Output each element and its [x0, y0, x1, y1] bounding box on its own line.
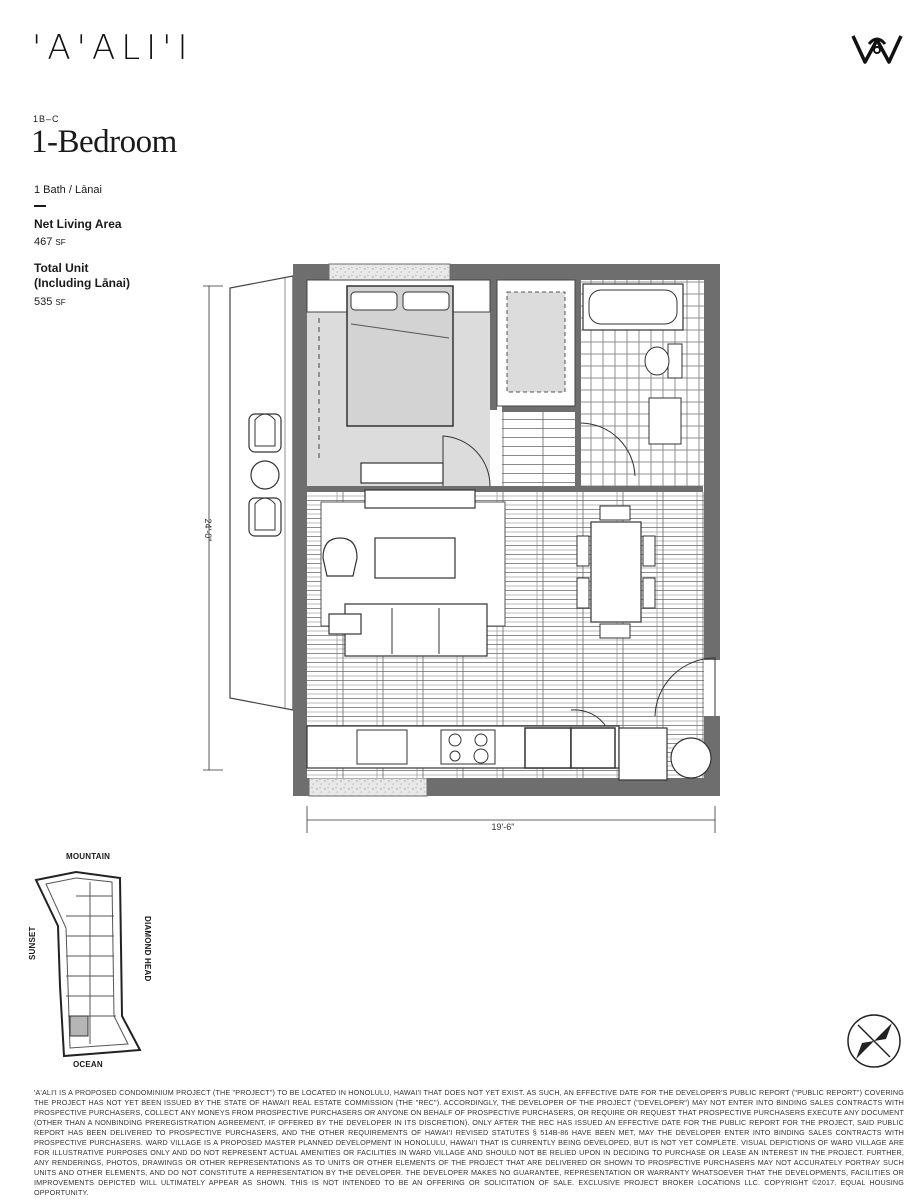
unit-bath-lanai: 1 Bath / Lānai [34, 184, 102, 196]
key-plan-label-ocean: OCEAN [73, 1060, 103, 1069]
laundry-stack [619, 728, 667, 780]
lanai-side-table [251, 461, 279, 489]
kitchen-sink [357, 730, 407, 764]
lanai-chair [249, 414, 281, 452]
total-unit-number: 535 [34, 296, 53, 308]
net-living-area-unit: SF [55, 238, 66, 247]
coffee-table [375, 538, 455, 578]
armchair [323, 538, 357, 576]
window-bottom [309, 778, 427, 796]
project-logo: 'A'ALI'I [32, 28, 194, 68]
floor-plan [195, 258, 735, 838]
lanai-chair [249, 498, 281, 536]
total-unit-label-line2: (Including Lānai) [34, 276, 130, 290]
media-console [365, 490, 475, 508]
key-plan-label-sunset: SUNSET [28, 926, 37, 960]
cooktop [441, 730, 495, 764]
key-plan-label-diamond-head: DIAMOND HEAD [143, 916, 152, 982]
total-unit-unit: SF [55, 298, 66, 307]
toilet [645, 344, 682, 378]
washer [671, 738, 711, 778]
key-plan [20, 850, 160, 1080]
total-unit-label-line1: Total Unit [34, 261, 89, 275]
fridge [525, 728, 571, 768]
bedroom [307, 280, 490, 486]
bedroom-dresser [361, 463, 443, 483]
dimension-vertical-label: 24'-0" [203, 518, 213, 542]
net-living-area-value [34, 236, 66, 248]
window-top [329, 264, 450, 280]
north-arrow-icon [846, 1013, 902, 1069]
total-unit-value [34, 296, 66, 308]
closet [497, 280, 575, 406]
dimension-horizontal-label: 19'-6" [491, 822, 515, 832]
bed [347, 286, 453, 426]
side-table [329, 614, 361, 634]
key-plan-highlight-unit [70, 1016, 88, 1036]
ward-village-w-icon [851, 30, 903, 68]
net-living-area-number: 467 [34, 236, 53, 248]
dimension-vertical [203, 286, 223, 770]
unit-title: 1-Bedroom [31, 124, 177, 160]
sofa [345, 604, 487, 656]
total-unit-label [34, 261, 130, 291]
bath-vanity [649, 398, 681, 444]
oven [571, 728, 615, 768]
dimension-horizontal [307, 806, 715, 833]
lanai [230, 276, 293, 710]
hall-floor [502, 412, 575, 486]
key-plan-building [32, 866, 152, 1058]
legal-disclaimer: 'A'ALI'I IS A PROPOSED CONDOMINIUM PROJECT (THE "PROJECT") TO BE LOCATED IN HONOLULU, HAWAI'I THAT DOES NOT YET EXIST. AS SUCH, AN EFFECTIVE DATE FOR THE DEVELOPER'S PUBLIC REPORT ("PUBLIC REPORT") COVERING THE PROJECT HAS NOT YET BEEN ISSUED BY THE STATE OF HAWAI'I REAL ESTATE COMMISSION (THE "REC"). ACCORDINGLY, THE DEVELOPER OF THE PROJECT ("DEVELOPER") MAY NOT ENTER INTO BINDING SALES CONTRACTS WITH PROSPECTIVE PURCHASERS, COLLECT ANY MONEYS FROM PROSPECTIVE PURCHASERS OR ANYONE ON BEHALF OF PROSPECTIVE PURCHASERS, OR REQUIRE OR REQUEST THAT PROSPECTIVE PURCHASERS EXECUTE ANY DOCUMENT (OTHER THAN A NONBINDING PREREGISTRATION AGREEMENT, IF OFFERED BY THE DEVELOPER IN ITS DISCRETION). ONLY AFTER THE REC HAS ISSUED AN EFFECTIVE DATE FOR THE PUBLIC REPORT FOR THE PROJECT, SAID PUBLIC REPORT HAS BEEN DELIVERED TO PROSPECTIVE PURCHASERS, AND THE OTHER REQUIREMENTS OF HAWAI'I REVISED STATUTES § 514B-86 HAVE BEEN MET, MAY THE DEVELOPER ENTER INTO BINDING SALES CONTRACTS WITH PROSPECTIVE PURCHASERS. WARD VILLAGE IS A PROPOSED MASTER PLANNED DEVELOPMENT IN HONOLULU, HAWAI'I THAT IS CURRENTLY BEING DEVELOPED, BUT IS NOT YET COMPLETE. VISUAL DEPICTIONS OF WARD VILLAGE ARE FOR ILLUSTRATIVE PURPOSES ONLY AND DO NOT REPRESENT ACTUAL AMENITIES OR FACILITIES IN WARD VILLAGE AND SHOULD NOT BE RELIED UPON IN DECIDING TO PURCHASE OR LEASE AN INTEREST IN THE PROJECT. FURTHER, ANY RENDERINGS, PHOTOS, DRAWINGS OR OTHER REPRESENTATIONS AS TO UNITS OR OTHER ELEMENTS OF THE PROJECT THAT ARE DELIVERED OR SHOWN TO PROSPECTIVE PURCHASERS MAY NOT ACCURATELY PORTRAY SUCH UNITS AND OTHER ELEMENTS, AND DO NOT CONSTITUTE A REPRESENTATION BY THE DEVELOPER. THE DEVELOPER MAKES NO GUARANTEE, REPRESENTATION OR WARRANTY WHATSOEVER THAT THE DEVELOPMENTS, FACILITIES OR IMPROVEMENTS DEPICTED WILL ULTIMATELY APPEAR AS SHOWN. THIS IS NOT INTENDED TO BE AN OFFERING OR SOLICITATION OF SALE. EXCLUSIVE PROJECT BROKER LOCATIONS LLC. COPYRIGHT ©2017. EQUAL HOUSING OPPORTUNITY. [34, 1088, 904, 1197]
bathroom [581, 280, 704, 486]
divider-dash [34, 205, 46, 207]
net-living-area-label: Net Living Area [34, 217, 122, 231]
unit-code: 1B–C [33, 114, 60, 124]
key-plan-label-mountain: MOUNTAIN [66, 852, 111, 861]
